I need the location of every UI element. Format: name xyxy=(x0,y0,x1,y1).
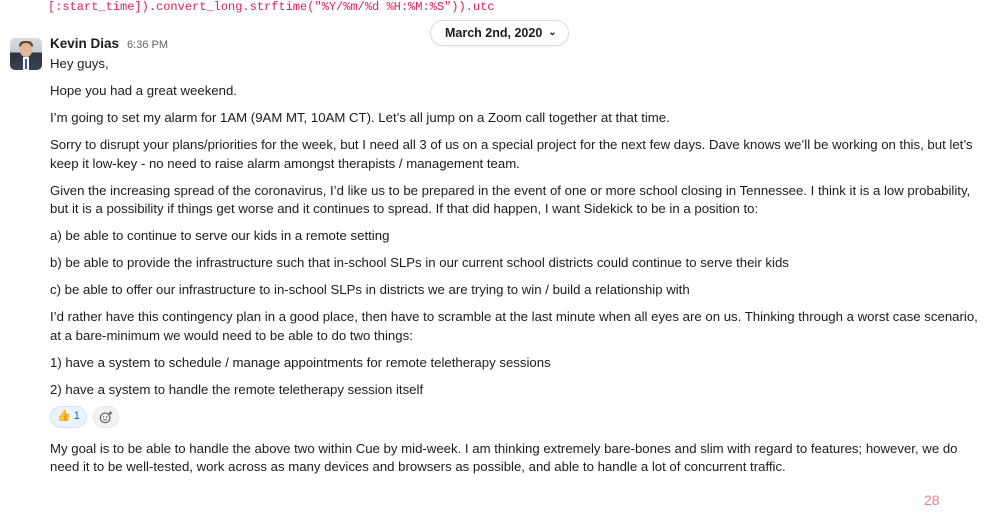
message-paragraph: Hope you had a great weekend. xyxy=(50,83,237,98)
reactions-bar xyxy=(50,406,985,428)
message-paragraph: 2) have a system to handle the remote teletherapy session itself xyxy=(50,381,424,397)
message-paragraph: b) be able to provide the infrastructure such that in-school SLPs in our current school districts could continue to serve their kids xyxy=(50,255,789,270)
add-emoji-icon xyxy=(99,410,113,424)
message-paragraph: 1) have a system to schedule / manage appointments for remote teletherapy sessions xyxy=(50,354,551,370)
reaction-count: 1 xyxy=(73,410,80,423)
message-body xyxy=(50,55,985,485)
page-number: 28 xyxy=(924,492,940,508)
message-paragraph: I’d rather have this contingency plan in a good place, then have to scramble at the last minute when all eyes are on us. Thinking through a worst case scenario, at a bare-minimum we would need to be able to do two things: xyxy=(50,309,978,343)
message-paragraph: c) be able to offer our infrastructure to in-school SLPs in districts we are trying to win / build a relationship with xyxy=(50,282,690,297)
date-label: March 2nd, 2020 xyxy=(445,26,543,40)
date-divider-button[interactable] xyxy=(430,20,569,46)
message-paragraph: Sorry to disrupt your plans/priorities for the week, but I need all 3 of us on a special project for the next few days. Dave knows we’ll be working on this, but let’s keep it low-key - no need to raise alarm amongst therapists / management team. xyxy=(50,137,973,171)
message-timestamp[interactable]: 6:36 PM xyxy=(127,39,168,51)
code-snippet: [:start_time]).convert_long.strftime("%Y/%m/%d %H:%M:%S")).utc xyxy=(48,0,495,14)
message-paragraph: My goal is to be able to handle the above two within Cue by mid-week. I am thinking extremely bare-bones and slim with regard to features; however, we do need it to be well-tested, work across as many devices and browsers as possible, and able to handle a lot of concurrent traffic. xyxy=(50,440,958,474)
message-paragraph: Hey guys, xyxy=(50,56,109,71)
message-paragraph: I’m going to set my alarm for 1AM (9AM MT, 10AM CT). Let’s all jump on a Zoom call together at that time. xyxy=(50,110,670,125)
thumbs-up-icon: 👍 xyxy=(57,410,71,423)
message-header xyxy=(50,36,168,51)
message-paragraph: Given the increasing spread of the coronavirus, I’d like us to be prepared in the event of one or more school closing in Tennessee. I think it is a low probability, but it is a possibility if things get worse and it continues to spread. If that did happen, I want Sidekick to be in a position to: xyxy=(50,182,971,216)
author-name[interactable]: Kevin Dias xyxy=(50,36,120,51)
chevron-down-icon: ⌄ xyxy=(548,27,557,38)
avatar[interactable] xyxy=(10,38,42,70)
message-paragraph: a) be able to continue to serve our kids in a remote setting xyxy=(50,228,390,243)
add-reaction-button[interactable] xyxy=(93,406,119,428)
thumbs-up-reaction[interactable] xyxy=(50,406,87,428)
